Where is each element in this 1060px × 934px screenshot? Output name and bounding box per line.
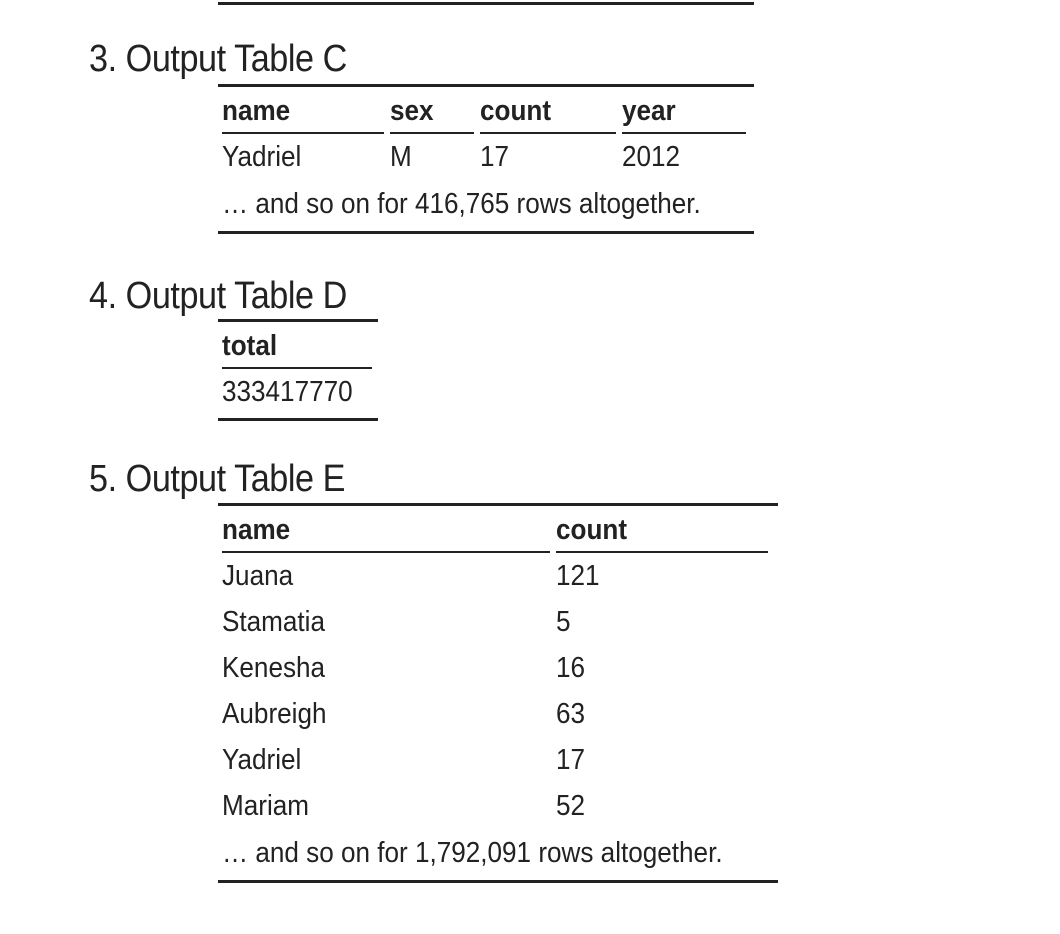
table-row <box>222 783 778 829</box>
cell-count: 17 <box>556 744 586 776</box>
table-row <box>222 737 778 783</box>
column-header-name: name <box>222 509 550 553</box>
cell-name: Mariam <box>222 790 310 822</box>
cell-name: Stamatia <box>222 606 326 638</box>
cell-count: 63 <box>556 698 586 730</box>
table-row <box>222 599 778 645</box>
output-table-d <box>218 319 378 421</box>
cell-name: Aubreigh <box>222 698 327 730</box>
column-header-year: year <box>622 90 746 134</box>
cell-year: 2012 <box>622 141 681 173</box>
table-header-row <box>222 325 378 369</box>
cell-name: Yadriel <box>222 141 302 173</box>
cell-count: 16 <box>556 652 586 684</box>
cell-name: Juana <box>222 560 294 592</box>
section-heading-table-d: 4. Output Table D <box>89 275 347 317</box>
column-header-name: name <box>222 90 384 134</box>
table-row <box>222 645 778 691</box>
table-row-count-note: … and so on for 1,792,091 rows altogether. <box>222 837 723 869</box>
top-rule <box>218 2 754 5</box>
cell-count: 5 <box>556 606 571 638</box>
column-header-count: count <box>556 509 768 553</box>
table-row <box>222 691 778 737</box>
cell-count: 121 <box>556 560 600 592</box>
column-header-total: total <box>222 325 372 369</box>
cell-name: Yadriel <box>222 744 302 776</box>
cell-count: 52 <box>556 790 586 822</box>
cell-count: 17 <box>480 141 510 173</box>
section-heading-table-e: 5. Output Table E <box>89 458 346 500</box>
table-row-count-note: … and so on for 416,765 rows altogether. <box>222 188 701 220</box>
column-header-sex: sex <box>390 90 474 134</box>
table-header-row <box>222 509 778 553</box>
table-row <box>222 369 378 415</box>
output-table-e <box>218 503 778 883</box>
cell-name: Kenesha <box>222 652 326 684</box>
cell-sex: M <box>390 141 412 173</box>
section-heading-table-c: 3. Output Table C <box>89 38 347 80</box>
output-table-c <box>218 84 754 234</box>
table-row <box>222 134 754 180</box>
cell-total: 333417770 <box>222 376 353 408</box>
column-header-count: count <box>480 90 616 134</box>
table-header-row <box>222 90 754 134</box>
table-row <box>222 553 778 599</box>
